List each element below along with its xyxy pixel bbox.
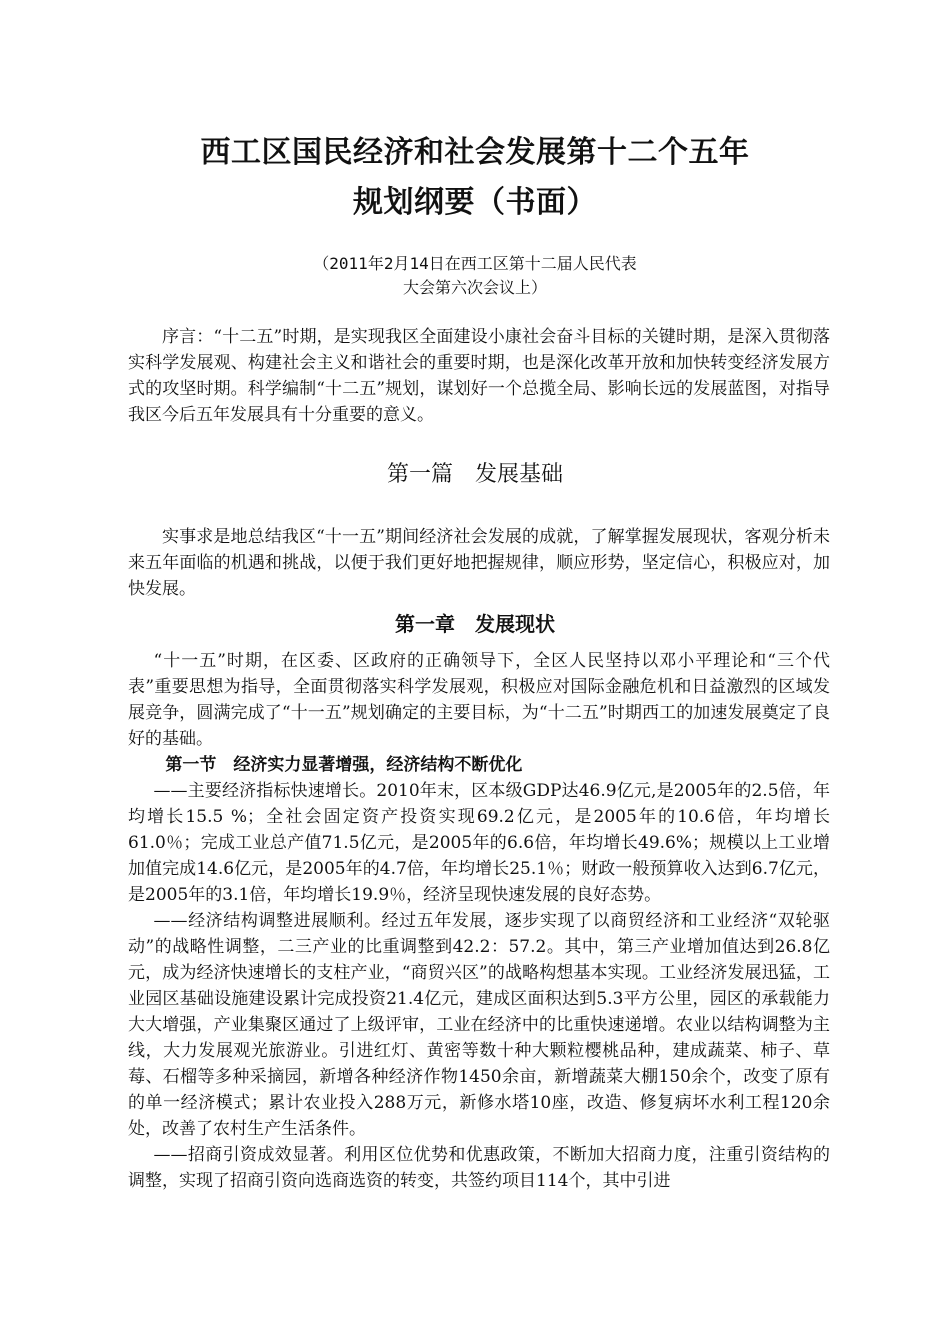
chapter-body — [128, 648, 830, 1194]
preface-block — [128, 324, 830, 428]
chapter-heading: 第一章 发展现状 — [395, 612, 555, 636]
part-intro-block — [128, 524, 830, 602]
section-heading: 第一节 经济实力显著增强，经济结构不断优化 — [165, 755, 523, 775]
indicators-paragraph: ——主要经济指标快速增长。2010年末，区本级GDP达46.9亿元,是2005年的2.5倍，年均增长15.5 %；全社会固定资产投资实现69.2亿元，是2005年的10.6倍，年均增长61.0％；完成工业总产值71.5亿元，是2005年的6.6倍，年均增长49.6%；规模以上工业增加值完成14.6亿元，是2005年的4.7倍，年均增长25.1％；财政一般预算收入达到6.7亿元，是2005年的3.1倍，年均增长19.9％，经济呈现快速发展的良好态势。 — [128, 781, 830, 905]
session-note — [0, 252, 950, 300]
title-line-2: 规划纲要（书面） — [353, 185, 597, 220]
structure-paragraph: ——经济结构调整进展顺利。经过五年发展，逐步实现了以商贸经济和工业经济“双轮驱动”的战略性调整，二三产业的比重调整到42.2：57.2。其中，第三产业增加值达到26.8亿元，成为经济快速增长的支柱产业，“商贸兴区”的战略构想基本实现。工业经济发展迅猛，工业园区基础设施建设累计完成投资21.4亿元，建成区面积达到5.3平方公里，园区的承载能力大大增强，产业集聚区通过了上级评审，工业在经济中的比重快速递增。农业以结构调整为主线，大力发展观光旅游业。引进红灯、黄密等数十种大颗粒樱桃品种，建成蔬菜、柿子、草莓、石榴等多种采摘园，新增各种经济作物1450余亩，新增蔬菜大棚150余个，改变了原有的单一经济模式；累计农业投入288万元，新修水塔10座，改造、修复病坏水利工程120余处，改善了农村生产生活条件。 — [128, 911, 830, 1139]
preface-paragraph: 序言：“十二五”时期，是实现我区全面建设小康社会奋斗目标的关键时期，是深入贯彻落实科学发展观、构建社会主义和谐社会的重要时期，也是深化改革开放和加快转变经济发展方式的攻坚时期。科学编制“十二五”规划，谋划好一个总揽全局、影响长远的发展蓝图，对指导我区今后五年发展具有十分重要的意义。 — [128, 327, 830, 425]
document-title — [0, 128, 950, 228]
chapter-intro-paragraph: “十一五”时期，在区委、区政府的正确领导下，全区人民坚持以邓小平理论和“三个代表”重要思想为指导，全面贯彻落实科学发展观，积极应对国际金融危机和日益激烈的区域发展竞争，圆满完成了“十一五”规划确定的主要目标，为“十二五”时期西工的加速发展奠定了良好的基础。 — [128, 651, 830, 749]
title-line-1: 西工区国民经济和社会发展第十二个五年 — [200, 135, 750, 170]
part-intro-paragraph: 实事求是地总结我区“十一五”期间经济社会发展的成就，了解掌握发展现状，客观分析未来五年面临的机遇和挑战，以便于我们更好地把握规律，顺应形势，坚定信心，积极应对，加快发展。 — [128, 527, 830, 599]
session-line-2: 大会第六次会议上） — [402, 278, 547, 297]
part-heading: 第一篇 发展基础 — [386, 462, 563, 487]
investment-paragraph: ——招商引资成效显著。利用区位优势和优惠政策，不断加大招商力度，注重引资结构的调整，实现了招商引资向选商选资的转变，共签约项目114个，其中引进 — [128, 1145, 830, 1191]
session-line-1: （2011年2月14日在西工区第十二届人民代表 — [313, 254, 637, 273]
